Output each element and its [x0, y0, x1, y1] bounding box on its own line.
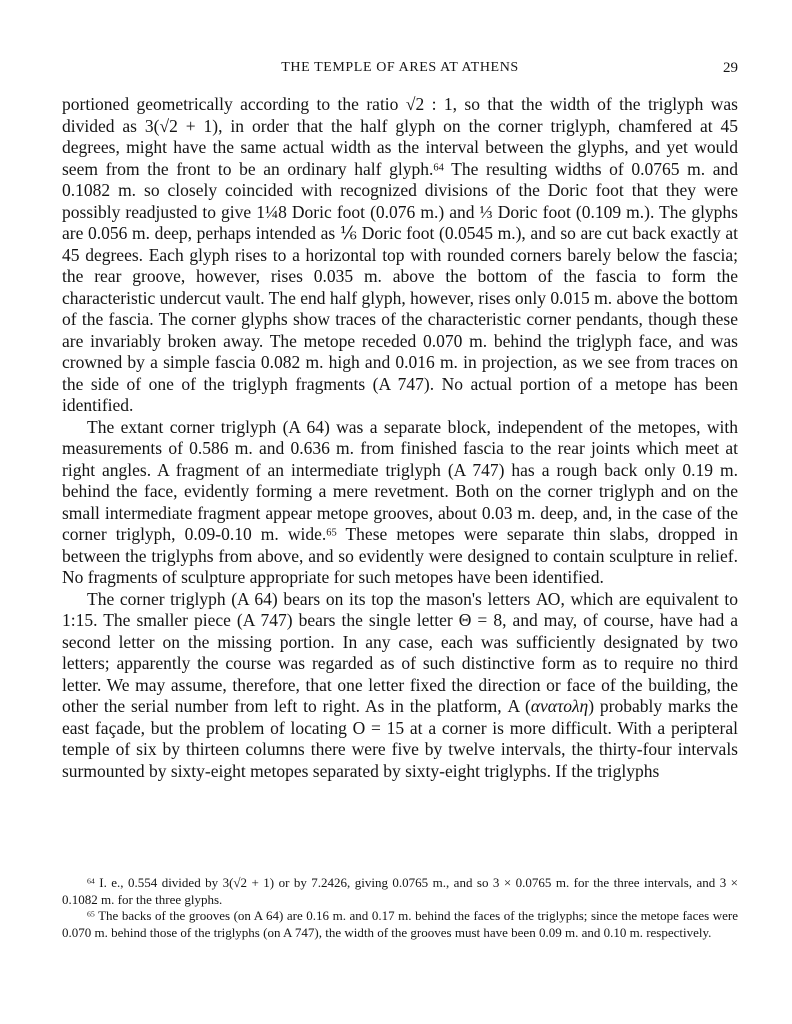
- running-header: [62, 60, 738, 80]
- body-text: [62, 94, 738, 782]
- paragraph-1: [62, 94, 738, 417]
- running-title: THE TEMPLE OF ARES AT ATHENS: [281, 60, 519, 75]
- paragraph-1-text-a: portioned geometrically according to the ratio √2 : 1, so that the width of the triglyph was divided as 3(√2 + 1), in order that the half glyph on the corner triglyph, chamfered at 45 degrees, might have the same actual width as the interval between the glyphs, and yet would seem from the front to be an ordinary half glyph.: [62, 94, 738, 179]
- paragraph-2-text-a: The extant corner triglyph (A 64) was a separate block, independent of the metopes, with measurements of 0.586 m. and 0.636 m. from finished fascia to the rear joints which meet at right angles. A fragment of an intermediate triglyph (A 747) has a rough back only 0.19 m. behind the face, evidently forming a mere revetment. Both on the corner triglyph and on the small intermediate fragment appear metope grooves, about 0.03 m. deep, and, in the case of the corner triglyph, 0.09-0.10 m. wide.: [62, 416, 738, 544]
- footnote-64: [62, 875, 738, 908]
- footnote-number-65: 65: [87, 909, 95, 919]
- page-number: 29: [723, 60, 738, 76]
- paragraph-3-text-b: ) probably marks the east façade, but the problem of locating O = 15 at a corner is more difficult. With a peripteral temple of six by thirteen columns there were five by twelve intervals, the thirty-four intervals surmounted by sixty-eight metopes separated by sixty-eight triglyphs. If the triglyphs: [62, 696, 738, 781]
- footnote-text-65: The backs of the grooves (on A 64) are 0.16 m. and 0.17 m. behind the faces of the triglyphs; since the metope faces were 0.070 m. behind those of the triglyphs (on A 747), the width of the grooves must have been 0.09 m. and 0.10 m. respectively.: [62, 908, 738, 940]
- greek-word: ανατολη: [530, 696, 589, 716]
- paragraph-3-text-a: The corner triglyph (A 64) bears on its top the mason's letters ΑΟ, which are equivalent to 1:15. The smaller piece (A 747) bears the single letter Θ = 8, and may, of course, have had a second letter on the missing portion. In any case, each was sufficiently designated by two letters; apparently the course was regarded as of such distinctive form as to require no third letter. We may assume, therefore, that one letter fixed the direction or face of the building, the other the serial number from left to right. As in the platform, Α (: [62, 588, 738, 716]
- paragraph-3: [62, 589, 738, 783]
- paragraph-2: [62, 417, 738, 589]
- paragraph-2-text-b: These metopes were separate thin slabs, dropped in between the triglyphs from above, and so evidently were designed to contain sculpture in relief. No fragments of sculpture appropriate for such metopes have been identified.: [62, 524, 738, 587]
- footnote-ref-64: 64: [433, 161, 444, 173]
- footnote-text-64: I. e., 0.554 divided by 3(√2 + 1) or by 7.2426, giving 0.0765 m., and so 3 × 0.0765 m. for the three intervals, and 3 × 0.1082 m. for the three glyphs.: [62, 875, 738, 907]
- footnote-ref-65: 65: [326, 527, 337, 539]
- footnotes: [62, 875, 738, 941]
- paragraph-1-text-b: The resulting widths of 0.0765 m. and 0.1082 m. so closely coincided with recognized divisions of the Doric foot that they were possibly readjusted to give 1¼8 Doric foot (0.076 m.) and ⅓ Doric foot (0.109 m.). The glyphs are 0.056 m. deep, perhaps intended as ⅙ Doric foot (0.0545 m.), and so are cut back exactly at 45 degrees. Each glyph rises to a horizontal top with rounded corners barely below the fascia; the rear groove, however, rises 0.035 m. above the bottom of the fascia to form the characteristic undercut vault. The end half glyph, however, rises only 0.015 m. above the bottom of the fascia. The corner glyphs show traces of the characteristic corner pendants, though these are invariably broken away. The metope receded 0.070 m. behind the triglyph face, and was crowned by a simple fascia 0.082 m. high and 0.016 m. in projection, as we see from traces on the side of one of the triglyph fragments (A 747). No actual portion of a metope has been identified.: [62, 158, 739, 415]
- footnote-number-64: 64: [87, 876, 95, 886]
- footnote-65: [62, 908, 738, 941]
